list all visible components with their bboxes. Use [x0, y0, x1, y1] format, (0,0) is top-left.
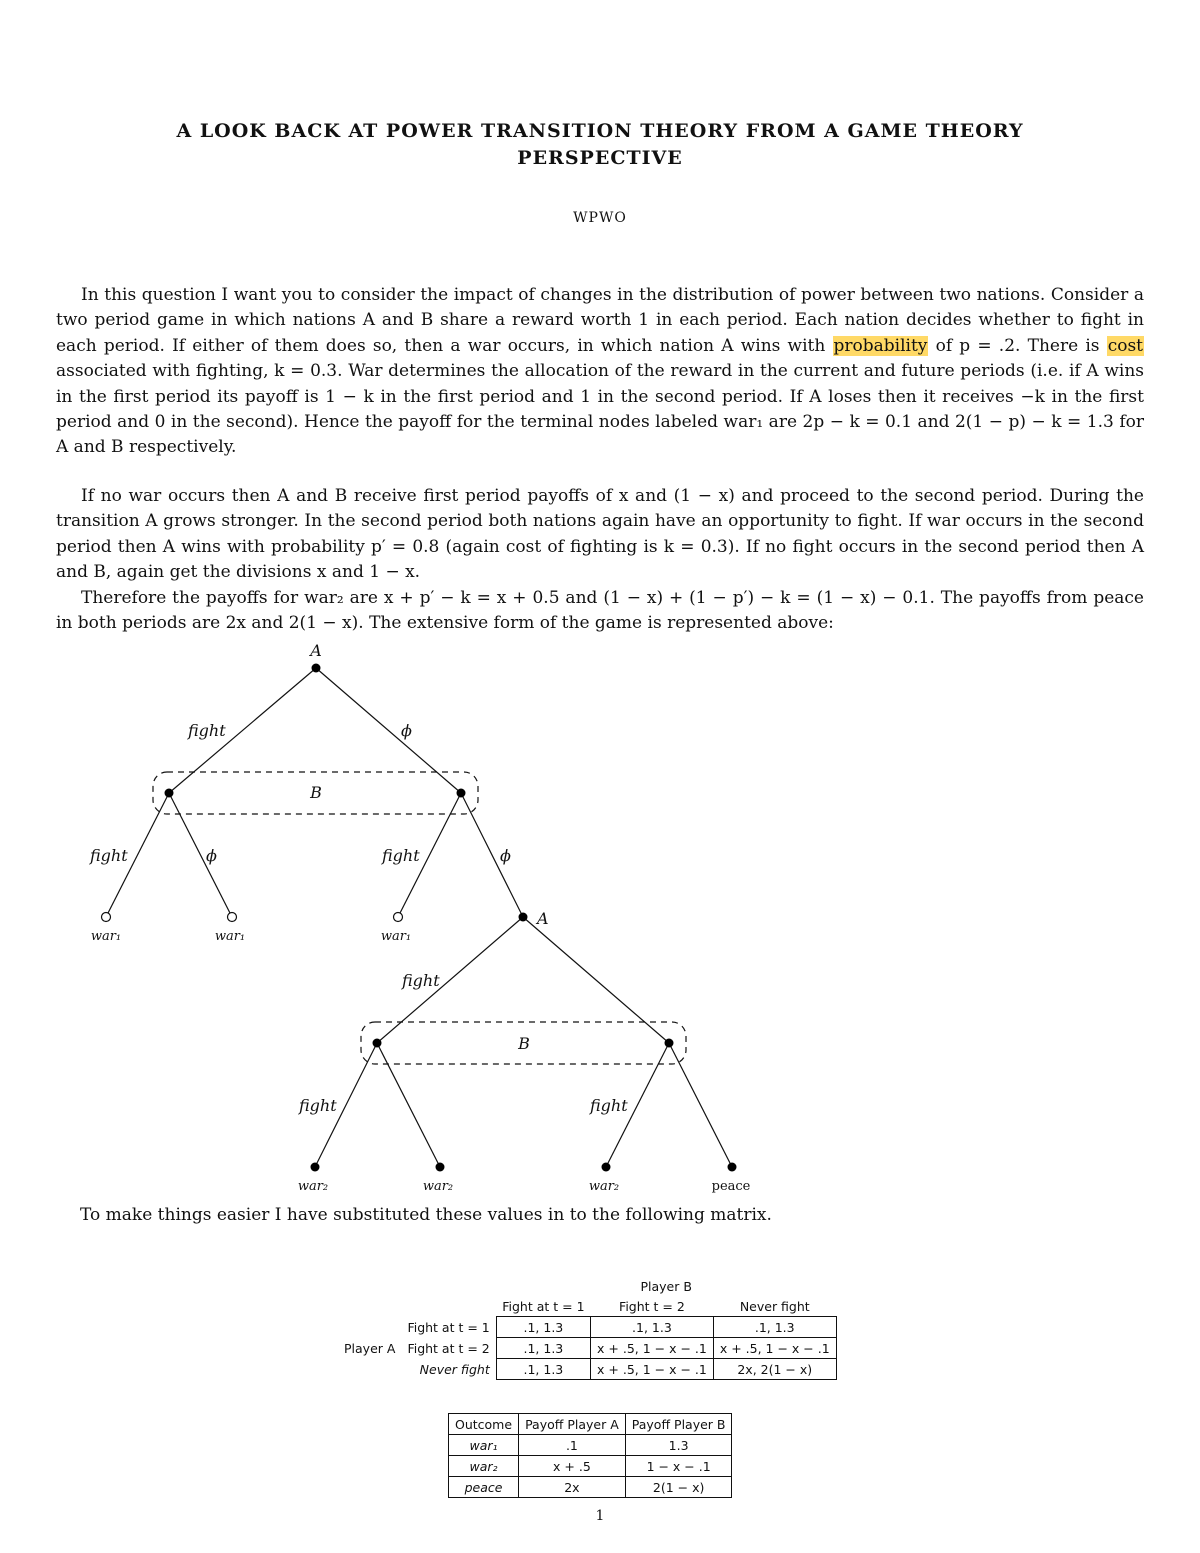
label-phi-2: ϕ — [206, 846, 217, 865]
matrix-cell: x + .5, 1 − x − .1 — [713, 1338, 836, 1359]
leaf-label-war1-b: war₁ — [214, 929, 246, 944]
matrix-cell: 2x, 2(1 − x) — [713, 1359, 836, 1380]
leaf-war1-c — [394, 913, 403, 922]
node-b-right — [457, 789, 466, 798]
outcome-cell: x + .5 — [519, 1456, 626, 1477]
substitute-text: To make things easier I have substituted these values in to the following matrix. — [80, 1205, 772, 1225]
node-b3 — [373, 1039, 382, 1048]
outcome-table — [448, 1413, 732, 1498]
matrix-cell: .1, 1.3 — [496, 1317, 590, 1338]
label-phi-1: ϕ — [401, 721, 412, 740]
matrix-cell: .1, 1.3 — [713, 1317, 836, 1338]
author: WPWO — [573, 210, 627, 226]
leaf-label-peace: peace — [711, 1179, 751, 1194]
edge-b-not-fight — [169, 793, 232, 917]
outcome-cell: 2x — [519, 1477, 626, 1498]
outcome-cell: .1 — [519, 1435, 626, 1456]
leaf-war2-b — [436, 1163, 445, 1172]
highlight-probability[interactable]: probability — [833, 335, 928, 356]
matrix-cell: .1, 1.3 — [496, 1338, 590, 1359]
row-header: Fight at t = 1 — [407, 1319, 490, 1335]
leaf-peace — [728, 1163, 737, 1172]
edge-a2-not-fight — [523, 917, 669, 1043]
label-player-b-2: B — [518, 1034, 530, 1053]
label-fight-4: fight — [402, 971, 440, 990]
leaf-war1-b — [228, 913, 237, 922]
node-b-left — [165, 789, 174, 798]
paragraph-1: In this question I want you to consider the impact of changes in the distribution of power between two nations. Consider a two period game in which nations A and B share a reward worth 1 in each period. Each nation decides whether to fight in each period. If either of them does so, then a war occurs, in which nation A wins with probability of p = .2. There is cost associated with fighting, k = 0.3. War determines the allocation of the reward in the current and future periods (i.e. if A wins in the first period its payoff is 1 − k in the first period and 1 in the second period. If A loses then it receives −k in the first period and 0 in the second). Hence the payoff for the terminal nodes labeled war₁ are 2p − k = 0.1 and 2(1 − p) − k = 1.3 for A and B respectively. — [56, 285, 1144, 458]
payoff-matrix — [338, 1276, 837, 1380]
outcome-header: Payoff Player A — [519, 1414, 626, 1435]
highlight-cost[interactable]: cost — [1107, 335, 1143, 356]
outcome-cell: 1.3 — [625, 1435, 732, 1456]
leaf-label-war2-b: war₂ — [422, 1179, 454, 1194]
col-header: Never fight — [739, 1298, 810, 1314]
edge-a-not-fight — [316, 668, 461, 793]
col-header: Fight t = 2 — [619, 1298, 685, 1314]
leaf-war2-c — [602, 1163, 611, 1172]
node-a-second — [519, 913, 528, 922]
label-fight-1: fight — [188, 721, 226, 740]
outcome-cell: 2(1 − x) — [625, 1477, 732, 1498]
page-number: 1 — [595, 1508, 605, 1524]
edge-b4-not-fight — [669, 1043, 732, 1167]
label-phi-3: ϕ — [500, 846, 511, 865]
edge-b3-not-fight — [377, 1043, 440, 1167]
label-fight-5: fight — [299, 1096, 337, 1115]
node-a-root — [312, 664, 321, 673]
matrix-cell: .1, 1.3 — [591, 1317, 714, 1338]
leaf-label-war2-c: war₂ — [588, 1179, 620, 1194]
leaf-label-war1-c: war₁ — [380, 929, 412, 944]
outcome-header: Payoff Player B — [625, 1414, 732, 1435]
matrix-cell: x + .5, 1 − x − .1 — [591, 1359, 714, 1380]
label-fight-6: fight — [590, 1096, 628, 1115]
outcome-cell: war₂ — [449, 1456, 519, 1477]
matrix-cell: x + .5, 1 − x − .1 — [591, 1338, 714, 1359]
leaf-label-war1-a: war₁ — [90, 929, 122, 944]
title-line-1: A LOOK BACK AT POWER TRANSITION THEORY FROM A GAME THEORY — [176, 120, 1024, 142]
edge-b2-not-fight — [461, 793, 523, 917]
player-a-label: Player A — [344, 1340, 396, 1356]
label-player-b-1: B — [310, 783, 322, 802]
outcome-cell: war₁ — [449, 1435, 519, 1456]
paragraph-3: Therefore the payoffs for war₂ are x + p′ − k = x + 0.5 and (1 − x) + (1 − p′) − k = (1 − x) − 0.1. The payoffs from peace in both periods are 2x and 2(1 − x). The extensive form of the game is represented above: — [56, 587, 1144, 634]
outcome-header: Outcome — [449, 1414, 519, 1435]
leaf-label-war2-a: war₂ — [297, 1179, 329, 1194]
label-player-a-2: A — [537, 909, 549, 928]
row-header: Fight at t = 2 — [407, 1340, 490, 1356]
title-line-2: PERSPECTIVE — [517, 147, 683, 169]
label-player-a-root: A — [310, 641, 322, 660]
label-fight-2: fight — [90, 846, 128, 865]
player-b-label: Player B — [640, 1278, 692, 1294]
col-header: Fight at t = 1 — [502, 1298, 585, 1314]
outcome-cell: peace — [449, 1477, 519, 1498]
leaf-war2-a — [311, 1163, 320, 1172]
label-fight-3: fight — [382, 846, 420, 865]
outcome-cell: 1 − x − .1 — [625, 1456, 732, 1477]
paragraph-2: If no war occurs then A and B receive first period payoffs of x and (1 − x) and proceed to the second period. During the transition A grows stronger. In the second period both nations again have an opportunity to fight. If war occurs in the second period then A wins with probability p′ = 0.8 (again cost of fighting is k = 0.3). If no fight occurs in the second period then A and B, again get the divisions x and 1 − x. Therefore the payoffs for war₂ are x + p′ − k = x + 0.5 and (1 − x) + (1 − p′) − k = (1 − x) − 0.1. The payoffs from peace in both periods are 2x and 2(1 − x). The extensive form of the game is represented above: — [56, 484, 1144, 636]
node-b4 — [665, 1039, 674, 1048]
matrix-cell: .1, 1.3 — [496, 1359, 590, 1380]
row-header: Never fight — [419, 1361, 490, 1377]
leaf-war1-a — [102, 913, 111, 922]
